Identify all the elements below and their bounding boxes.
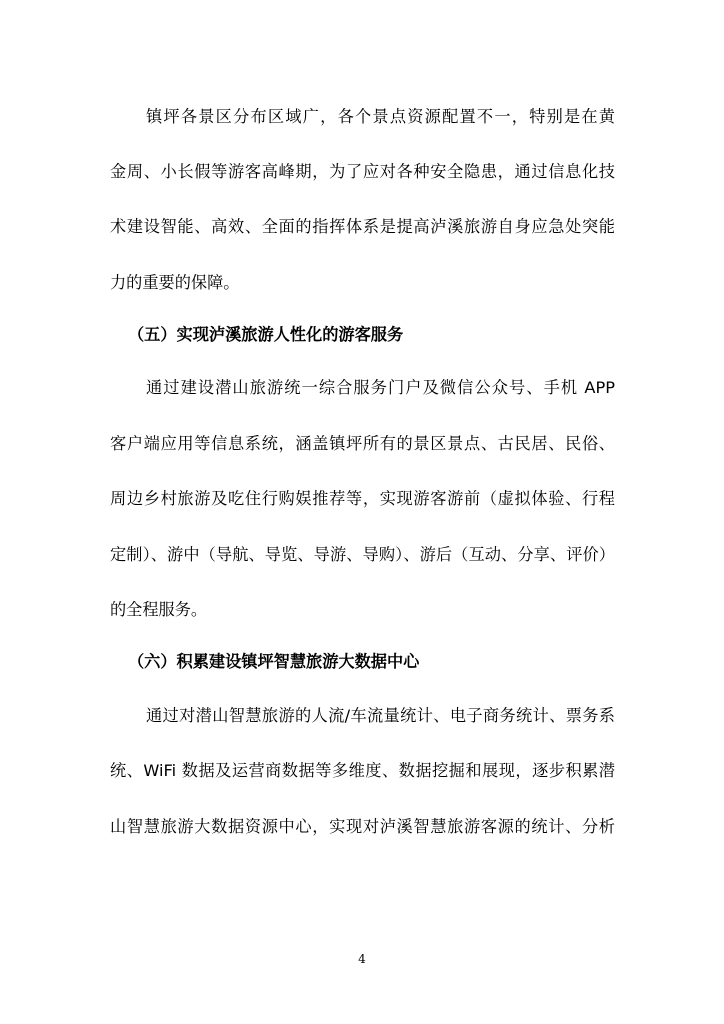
section-heading-5: （五）实现泸溪旅游人性化的游客服务 — [128, 325, 404, 344]
paragraph-1-line-2: 金周、小长假等游客高峰期，为了应对各种安全隐患，通过信息化技 — [110, 162, 615, 181]
section-heading-6: （六）积累建设镇坪智慧旅游大数据中心 — [128, 652, 420, 671]
paragraph-1-line-1: 镇坪各景区分布区域广，各个景点资源配置不一，特别是在黄 — [146, 107, 615, 126]
paragraph-2-line-2: 客户端应用等信息系统，涵盖镇坪所有的景区景点、古民居、民俗、 — [110, 434, 615, 453]
paragraph-1-line-4: 力的重要的保障。 — [110, 273, 240, 292]
page-number: 4 — [358, 952, 366, 966]
paragraph-3-line-3: 山智慧旅游大数据资源中心，实现对泸溪智慧旅游客源的统计、分析 — [110, 817, 615, 836]
paragraph-2-line-4: 定制）、游中（导航、导览、导游、导购）、游后（互动、分享、评价） — [110, 545, 615, 564]
paragraph-2-line-5: 的全程服务。 — [110, 600, 208, 619]
paragraph-2-line-1: 通过建设潜山旅游统一综合服务门户及微信公众号、手机 APP — [146, 378, 615, 397]
paragraph-1-line-3: 术建设智能、高效、全面的指挥体系是提高泸溪旅游自身应急处突能 — [110, 217, 615, 236]
paragraph-2-line-3: 周边乡村旅游及吃住行购娱推荐等，实现游客游前（虚拟体验、行程 — [110, 489, 615, 508]
paragraph-3-line-1: 通过对潜山智慧旅游的人流/车流量统计、电子商务统计、票务系 — [146, 706, 615, 725]
paragraph-3-line-2: 统、WiFi 数据及运营商数据等多维度、数据挖掘和展现，逐步积累潜 — [110, 761, 615, 780]
